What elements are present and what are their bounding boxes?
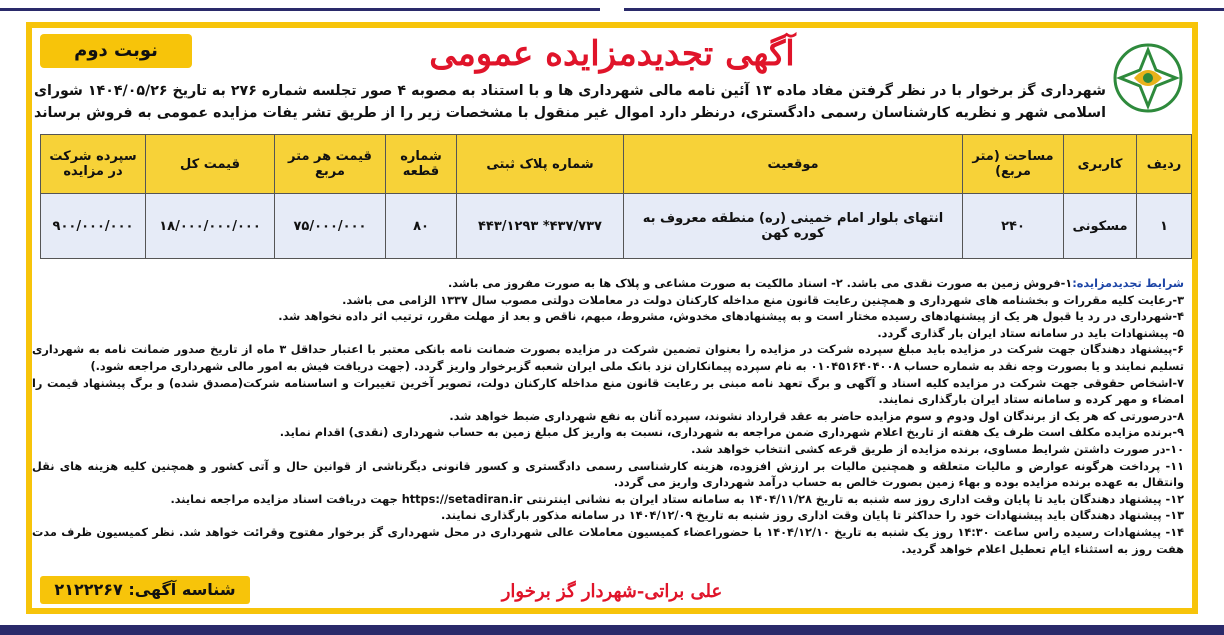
terms-item: ۸-درصورتی که هر یک از برندگان اول ودوم و سوم مزایده حاضر به عقد قرارداد نشوند، سپرده آنان به نفع شهرداری ضبط خواهد شد. bbox=[449, 409, 1184, 423]
terms-section bbox=[32, 276, 1184, 558]
table-row bbox=[41, 194, 1192, 259]
terms-item: ۶-پیشنهاد دهندگان جهت شرکت در مزایده باید مبلغ سپرده شرکت در مزایده را بعنوان تضمین شرکت در مزایده بصورت ضمانت نامه بانکی معتبر با اعتبار حداقل ۳ ماه از تاریخ صدور ضمانت نامه به شهرداری تسلیم نمایند و یا بصورت وجه نقد به شماره حساب ۰۱۰۴۵۱۶۴۰۴۰۰۸ به نام سپرده پیمانکاران نزد بانک ملی ایران شعبه گزبرخوار واریز گردد. (جهت دریافت فیش به امور مالی شهرداری مراجعه شود.) bbox=[32, 343, 1184, 373]
top-bar bbox=[0, 0, 1224, 14]
col-header-deposit: سپرده شرکت در مزایده bbox=[41, 135, 146, 194]
terms-item-1-2: ۱-فروش زمین به صورت نقدی می باشد. ۲- اسناد مالکیت به صورت مشاعی و پلاک ها به صورت مفروز می باشد. bbox=[447, 277, 1073, 290]
terms-item: ۴-شهرداری در رد یا قبول هر یک از پیشنهادهای رسیده مختار است و به پیشنهادهای مخدوش، مشروط، مبهم، ناقص و بعد از مهلت مقرر، ترتیب اثر داده نخواهد شد. bbox=[278, 310, 1184, 324]
terms-item: ۱۴- پیشنهادات رسیده راس ساعت ۱۴:۳۰ روز یک شنبه به تاریخ ۱۴۰۴/۱۲/۱۰ با حضوراعضاء کمیسیون معاملات عالی شهرداری در محل شهرداری گز برخوار مفتوح وقرائت خواهد شد. نظر کمیسیون ظرف مدت هفت روز به استثناء ایام تعطیل اعلام خواهد گردید. bbox=[32, 525, 1184, 556]
cell-location: انتهای بلوار امام خمینی (ره) منطقه معروف به کوره کهن bbox=[624, 194, 963, 259]
terms-item: ۹-برنده مزایده مکلف است ظرف یک هفته از تاریخ اعلام شهرداری ضمن مراجعه به شهرداری، نسبت به واریز کل مبلغ زمین به حساب شهرداری (نقدی) اقدام نماید. bbox=[279, 426, 1184, 440]
ad-id-badge: شناسه آگهی: ۲۱۲۲۲۶۷ bbox=[40, 576, 250, 604]
property-table bbox=[40, 134, 1192, 259]
terms-item: ۱۲- پیشنهاد دهندگان باید تا پایان وقت اداری روز سه شنبه به تاریخ ۱۴۰۴/۱۱/۲۸ به سامانه ستاد ایران به نشانی اینترنتی https://setadiran.ir جهت دریافت اسناد مزایده مراجعه نمایند. bbox=[170, 492, 1184, 506]
terms-item: ۱۰-در صورت داشتن شرایط مساوی، برنده مزایده از طریق قرعه کشی انتخاب خواهد شد. bbox=[691, 442, 1184, 456]
cell-deposit: ۹۰۰/۰۰۰/۰۰۰ bbox=[41, 194, 146, 259]
mayor-signature: علی براتی-شهردار گز برخوار bbox=[501, 581, 723, 602]
cell-area: ۲۴۰ bbox=[963, 194, 1064, 259]
terms-item: ۳-رعایت کلیه مقررات و بخشنامه های شهرداری و همچنین رعایت قانون منع مداخله کارکنان دولت در معاملات دولتی مصوب سال ۱۳۳۷ الزامی می باشد. bbox=[342, 293, 1184, 307]
cell-price-per-meter: ۷۵/۰۰۰/۰۰۰ bbox=[275, 194, 386, 259]
terms-first-line bbox=[32, 276, 1184, 293]
col-header-parcel-number: شماره قطعه bbox=[386, 135, 457, 194]
col-header-usage: کاربری bbox=[1064, 135, 1137, 194]
table-header-row bbox=[41, 135, 1192, 194]
terms-item: ۱۳- پیشنهاد دهندگان باید پیشنهادات خود را حداکثر تا پایان وقت اداری روز شنبه به تاریخ ۱۴۰۴/۱۲/۰۹ در سامانه مذکور بارگذاری نمایند. bbox=[440, 509, 1184, 523]
col-header-price-per-meter: قیمت هر متر مربع bbox=[275, 135, 386, 194]
top-rule-left bbox=[0, 0, 600, 11]
col-header-area: مساحت (متر مربع) bbox=[963, 135, 1064, 194]
col-header-row-number: ردیف bbox=[1137, 135, 1192, 194]
terms-lead: شرایط تجدیدمزایده: bbox=[1072, 277, 1184, 290]
cell-plate-number: ۴۳۷/۷۳۷* ۴۴۳/۱۲۹۳ bbox=[457, 194, 624, 259]
col-header-plate-number: شماره پلاک ثبتی bbox=[457, 135, 624, 194]
cell-parcel-number: ۸۰ bbox=[386, 194, 457, 259]
notice-frame bbox=[26, 22, 1198, 614]
municipality-logo-icon bbox=[1112, 42, 1184, 114]
cell-usage: مسکونی bbox=[1064, 194, 1137, 259]
col-header-location: موقعیت bbox=[624, 135, 963, 194]
cell-row-number: ۱ bbox=[1137, 194, 1192, 259]
bottom-bar bbox=[0, 625, 1224, 635]
terms-item: ۱۱- پرداخت هرگونه عوارض و مالیات متعلقه و همچنین مالیات بر ارزش افزوده، هزینه کارشناسی رسمی دادگستری و کسور قانونی دیگرناشی از قوانین حال و آتی کشور و همچنین کلیه هزینه های نقل وانتقال به عهده برنده مزایده بوده و بهاء زمین بصورت خالص به حساب درآمد شهرداری واریز می گردد. bbox=[32, 459, 1184, 490]
intro-paragraph: شهرداری گز برخوار با در نظر گرفتن مفاد ماده ۱۳ آئین نامه مالی شهرداری ها و با استناد به مصوبه ۴ صور تجلسه شماره ۲۷۶ به تاریخ ۱۴۰۴/۰۵/۲۶ شورای اسلامی شهر و نظریه کارشناسان رسمی دادگستری، درنظر دارد اموال غیر منقول با مشخصات زیر را از طریق تشر یفات مزایده عمومی به فروش برساند bbox=[34, 83, 1106, 121]
terms-item: ۵- پیشنهادات باید در سامانه ستاد ایران بار گذاری گردد. bbox=[877, 326, 1184, 340]
cell-total-price: ۱۸/۰۰۰/۰۰۰/۰۰۰ bbox=[146, 194, 275, 259]
notice-title: آگهی تجدیدمزایده عمومی bbox=[429, 34, 795, 74]
top-rule-right bbox=[624, 0, 1224, 11]
col-header-total-price: قیمت کل bbox=[146, 135, 275, 194]
round-badge: نوبت دوم bbox=[40, 34, 192, 68]
terms-item: ۷-اشخاص حقوقی جهت شرکت در مزایده کلیه اسناد و آگهی و برگ تعهد نامه مبنی بر رعایت قانون منع مداخله کارکنان دولت، تصویر آخرین تغییرات و اساسنامه شرکت(مصدق شده) و برگ پیشنهاد قیمت را امضاء و مهر کرده و سامانه ستاد ایران بارگذاری نمایند. bbox=[32, 376, 1184, 407]
